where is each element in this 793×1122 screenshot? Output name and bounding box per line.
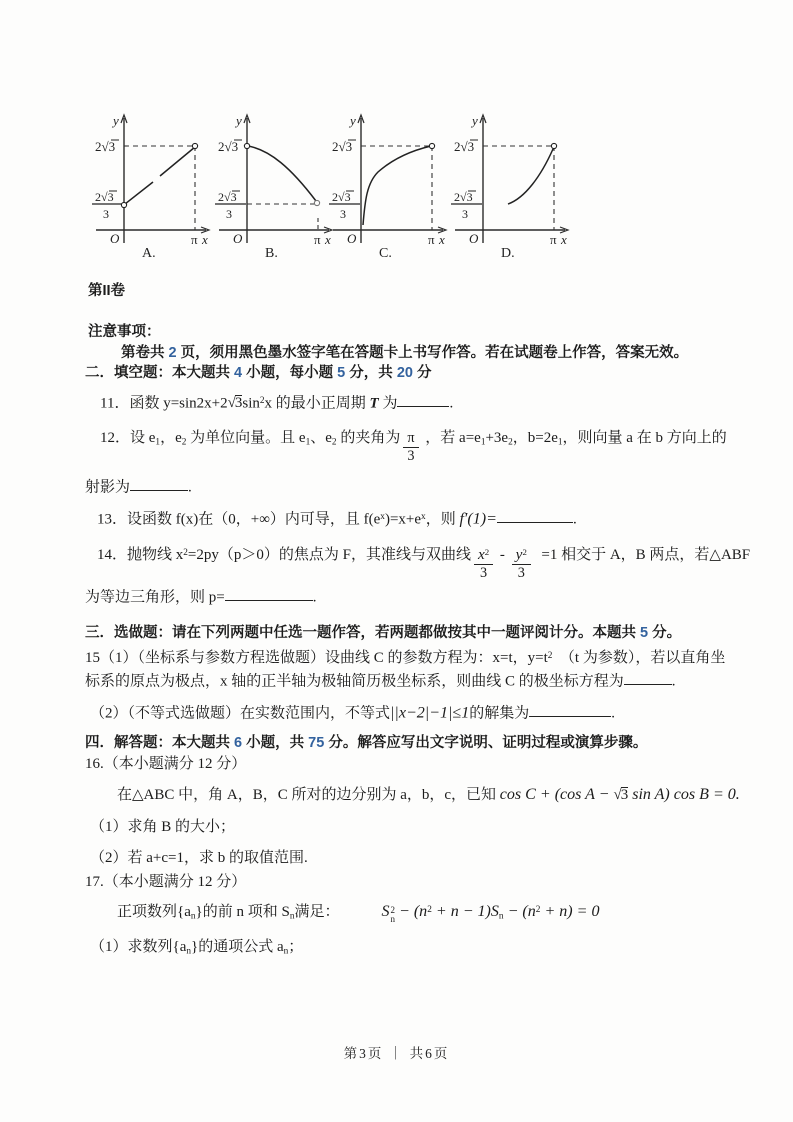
question-16-part1 (90, 817, 725, 838)
text-run: . (611, 705, 616, 722)
text-run: ，e (160, 430, 182, 447)
svg-text:π: π (550, 232, 557, 247)
answer-blank (497, 508, 573, 523)
text-run: . (188, 479, 192, 496)
text-run: 的解集为 (469, 705, 530, 722)
open-point-icon (429, 143, 434, 148)
subscript: 2 (508, 437, 513, 448)
text-run: 标系的原点为极点，x 轴的正半轴为极轴简历极坐标系，则曲线 C 的极坐标方程为 (85, 672, 624, 689)
graph-b-plot (215, 108, 335, 260)
text-run: 正项数列{a (117, 904, 191, 921)
radical: √ 3 (613, 786, 629, 803)
text-run: ，若 a=e (421, 430, 481, 447)
text-run: . (572, 511, 577, 528)
superscript: 2 (427, 905, 432, 916)
math-run: x (477, 545, 485, 563)
document-body (85, 281, 751, 958)
question-16-body (117, 784, 740, 806)
svg-text:O: O (469, 231, 479, 246)
svg-text:2√3: 2√3 (95, 190, 114, 204)
curve-c (363, 146, 431, 225)
superscript: 2 (547, 650, 553, 661)
option-graph-d (451, 108, 571, 260)
math-var: T (369, 395, 379, 412)
text-run: . (671, 672, 676, 689)
text-run: ； (288, 938, 304, 955)
answer-blank (130, 476, 188, 491)
part2-title (88, 281, 725, 301)
question-15-1-cont (85, 670, 725, 692)
text-run: 14．抛物线 x (97, 546, 184, 563)
text-run: =2py（p＞0）的焦点为 F，其准线与双曲线 (187, 546, 471, 563)
text-run: 第卷共 (121, 344, 169, 361)
subscript: 1 (480, 437, 486, 448)
highlight-number: 5 (640, 625, 649, 642)
graph-a-plot (92, 108, 212, 260)
text-run: 小题，共 (242, 734, 309, 751)
question-12-cont (85, 476, 725, 498)
svg-text:3: 3 (462, 207, 468, 221)
math-run: ||x−2|−1|≤1 (390, 704, 470, 722)
svg-text:π: π (314, 232, 321, 247)
superscript: x (380, 512, 385, 523)
svg-text:2√3: 2√3 (218, 139, 239, 154)
text-run: ，b=2e (512, 430, 558, 447)
text-run: 17.（本小题满分 12 分） (85, 874, 247, 891)
math-run: sin A) cos B = 0. (628, 785, 740, 803)
subscript: n (498, 911, 504, 922)
subscript: n (186, 946, 192, 957)
math-run: cos C + (cos A − (499, 785, 614, 803)
subscript: 1 (557, 437, 563, 448)
text-run: （2）若 a+c=1，求 b 的取值范围. (90, 850, 308, 867)
fraction: $\frac{\pi}{3}$ (403, 431, 418, 464)
text-run: （2）（不等式选做题）在实数范围内，不等式 (90, 705, 391, 722)
section-3-heading (85, 623, 725, 643)
text-run: 16.（本小题满分 12 分） (85, 755, 247, 772)
math-run: y (515, 545, 523, 563)
option-graph-c (329, 108, 449, 260)
highlight-number: 4 (234, 364, 243, 381)
highlight-number: 20 (396, 364, 413, 381)
text-run: 满足： (294, 904, 340, 921)
text-run: 分。 (648, 625, 682, 642)
svg-text:2√3: 2√3 (332, 190, 351, 204)
svg-text:O: O (110, 231, 120, 246)
question-12 (100, 428, 725, 464)
highlight-number: 6 (234, 734, 243, 751)
question-15-2 (90, 702, 725, 725)
superscript: 2 (522, 546, 527, 557)
highlight-number: 5 (337, 364, 346, 381)
text-run: 分 (412, 364, 432, 381)
superscript: 2 (183, 547, 188, 558)
question-17-body (117, 901, 725, 924)
text-run: 三．选做题：请在下列两题中任选一题作答，若两题都做按其中一题评阅计分。本题共 (85, 625, 641, 642)
svg-text:x: x (439, 232, 445, 247)
superscript: 2 (535, 905, 541, 916)
math-run: − (n (395, 903, 428, 921)
curve-a-2 (160, 147, 195, 176)
text-run: x 的最小正周期 (264, 395, 370, 412)
math-run: − (n (503, 903, 536, 921)
svg-text:x: x (202, 232, 208, 247)
open-point-icon (551, 143, 556, 148)
text-run: sin (242, 395, 260, 412)
text-run: 在△ABC 中，角 A，B，C 所对的边分别为 a，b，c，已知 (117, 786, 500, 803)
text-run: 13．设函数 f(x)在（0，+∞）内可导，且 f(e (97, 511, 381, 528)
question-14 (97, 545, 751, 581)
svg-text:2√3: 2√3 (454, 190, 473, 204)
subscript: n (190, 911, 196, 922)
sup-sub-stack: 2 n (390, 904, 395, 925)
text-run: 小题，每小题 (242, 364, 338, 381)
text-run: }的前 n 项和 S (195, 904, 290, 921)
math-run: + n − 1)S (431, 903, 499, 921)
text-run: - (496, 546, 509, 563)
svg-text:y: y (236, 113, 242, 128)
text-run: 11．函数 y=sin2x+2 (100, 395, 228, 412)
svg-text:O: O (233, 231, 243, 246)
superscript: 2 (484, 546, 490, 557)
text-run: 第II卷 (88, 283, 126, 299)
text-run: （1）求数列{a (90, 938, 187, 955)
superscript: 2 (259, 396, 265, 407)
answer-blank (225, 586, 313, 601)
text-run: 二．填空题：本大题共 (85, 364, 235, 381)
option-label: C. (379, 246, 392, 260)
text-run: ，则向量 a 在 b 方向上的 (562, 430, 727, 447)
text-run: ，则 (425, 511, 460, 528)
answer-blank (529, 702, 611, 717)
radical: √ 3 (227, 395, 243, 412)
svg-text:3: 3 (340, 207, 346, 221)
text-run: }的通项公式 a (191, 938, 284, 955)
text-run: 15（1）（坐标系与参数方程选做题）设曲线 C 的参数方程为：x=t，y=t (85, 649, 548, 666)
question-13 (97, 508, 725, 531)
question-14-cont (85, 586, 725, 608)
subscript: n (289, 911, 295, 922)
question-15-1 (85, 648, 725, 669)
section-4-heading (85, 733, 725, 753)
option-label: B. (265, 246, 278, 260)
text-run: 12．设 e (100, 430, 156, 447)
question-11 (100, 392, 725, 414)
text-run: 分。解答应写出文字说明、证明过程或演算步骤。 (324, 734, 648, 751)
text-run: 为单位向量。且 e (186, 430, 306, 447)
svg-text:2√3: 2√3 (454, 139, 475, 154)
open-point-icon (192, 143, 197, 148)
page-footer: 第3页 ｜ 共6页 (343, 1046, 450, 1061)
svg-text:x: x (325, 232, 331, 247)
curve-d (508, 149, 553, 204)
subscript: 2 (331, 437, 337, 448)
text-run: （t 为参数），若以直角坐 (552, 649, 726, 666)
text-run: +3e (485, 430, 509, 447)
notice-text (121, 343, 725, 363)
text-run: 四．解答题：本大题共 (85, 734, 235, 751)
math-run: + n) = 0 (540, 903, 600, 921)
svg-text:y: y (472, 113, 478, 128)
svg-text:O: O (347, 231, 357, 246)
highlight-number: 2 (168, 344, 177, 361)
svg-text:π: π (191, 232, 198, 247)
question-16-part2 (90, 848, 725, 869)
text-run: )=x+e (384, 511, 422, 528)
curve-b (248, 146, 316, 201)
math-run: S (381, 903, 390, 921)
text-run: 的夹角为 (336, 430, 401, 447)
fraction: $\frac{x^2}{3}$ (474, 547, 493, 581)
option-label: A. (142, 246, 156, 260)
highlight-number: 75 (308, 734, 325, 751)
text-run: . (312, 589, 317, 606)
text-run: 为 (378, 395, 398, 412)
subscript: 2 (181, 437, 187, 448)
text-run: （1）求角 B 的大小； (90, 819, 236, 836)
open-point-icon (121, 202, 126, 207)
svg-text:2√3: 2√3 (218, 190, 237, 204)
answer-blank (397, 392, 449, 407)
question-17-heading (85, 872, 725, 893)
graph-d-plot (451, 108, 571, 260)
text-run: 分，共 (345, 364, 397, 381)
text-run: 页，须用黑色墨水签字笔在答题卡上书写作答。若在试题卷上作答，答案无效。 (176, 344, 689, 361)
superscript: x (421, 512, 426, 523)
subscript: 1 (305, 437, 311, 448)
svg-text:x: x (561, 232, 567, 247)
answer-blank (624, 670, 672, 685)
subscript: 1 (155, 437, 161, 448)
question-17-part1 (90, 937, 725, 958)
svg-text:π: π (428, 232, 435, 247)
svg-text:2√3: 2√3 (95, 139, 116, 154)
option-label: D. (501, 246, 515, 260)
text-run: =1 相交于 A，B 两点，若△ABF (533, 546, 751, 563)
section-2-heading (85, 363, 725, 383)
svg-text:3: 3 (103, 207, 109, 221)
text-run: . (449, 395, 454, 412)
graph-c-plot (329, 108, 449, 260)
text-run: 为等边三角形，则 p= (85, 589, 225, 606)
curve-a (125, 182, 153, 204)
text-run: 注意事项： (88, 324, 161, 341)
option-graph-a (92, 108, 212, 260)
open-point-icon (244, 143, 249, 148)
fraction: $\frac{y^2}{3}$ (512, 547, 531, 581)
open-point-icon (314, 200, 319, 205)
notice-heading (88, 322, 725, 342)
svg-text:2√3: 2√3 (332, 139, 353, 154)
svg-text:3: 3 (226, 207, 232, 221)
math-run: f′(1)= (459, 510, 497, 528)
option-graph-b (215, 108, 335, 260)
text-run: 、e (310, 430, 332, 447)
question-16-heading (85, 754, 725, 775)
svg-text:y: y (113, 113, 119, 128)
svg-text:y: y (350, 113, 356, 128)
subscript: n (283, 946, 289, 957)
text-run: 射影为 (85, 479, 131, 496)
